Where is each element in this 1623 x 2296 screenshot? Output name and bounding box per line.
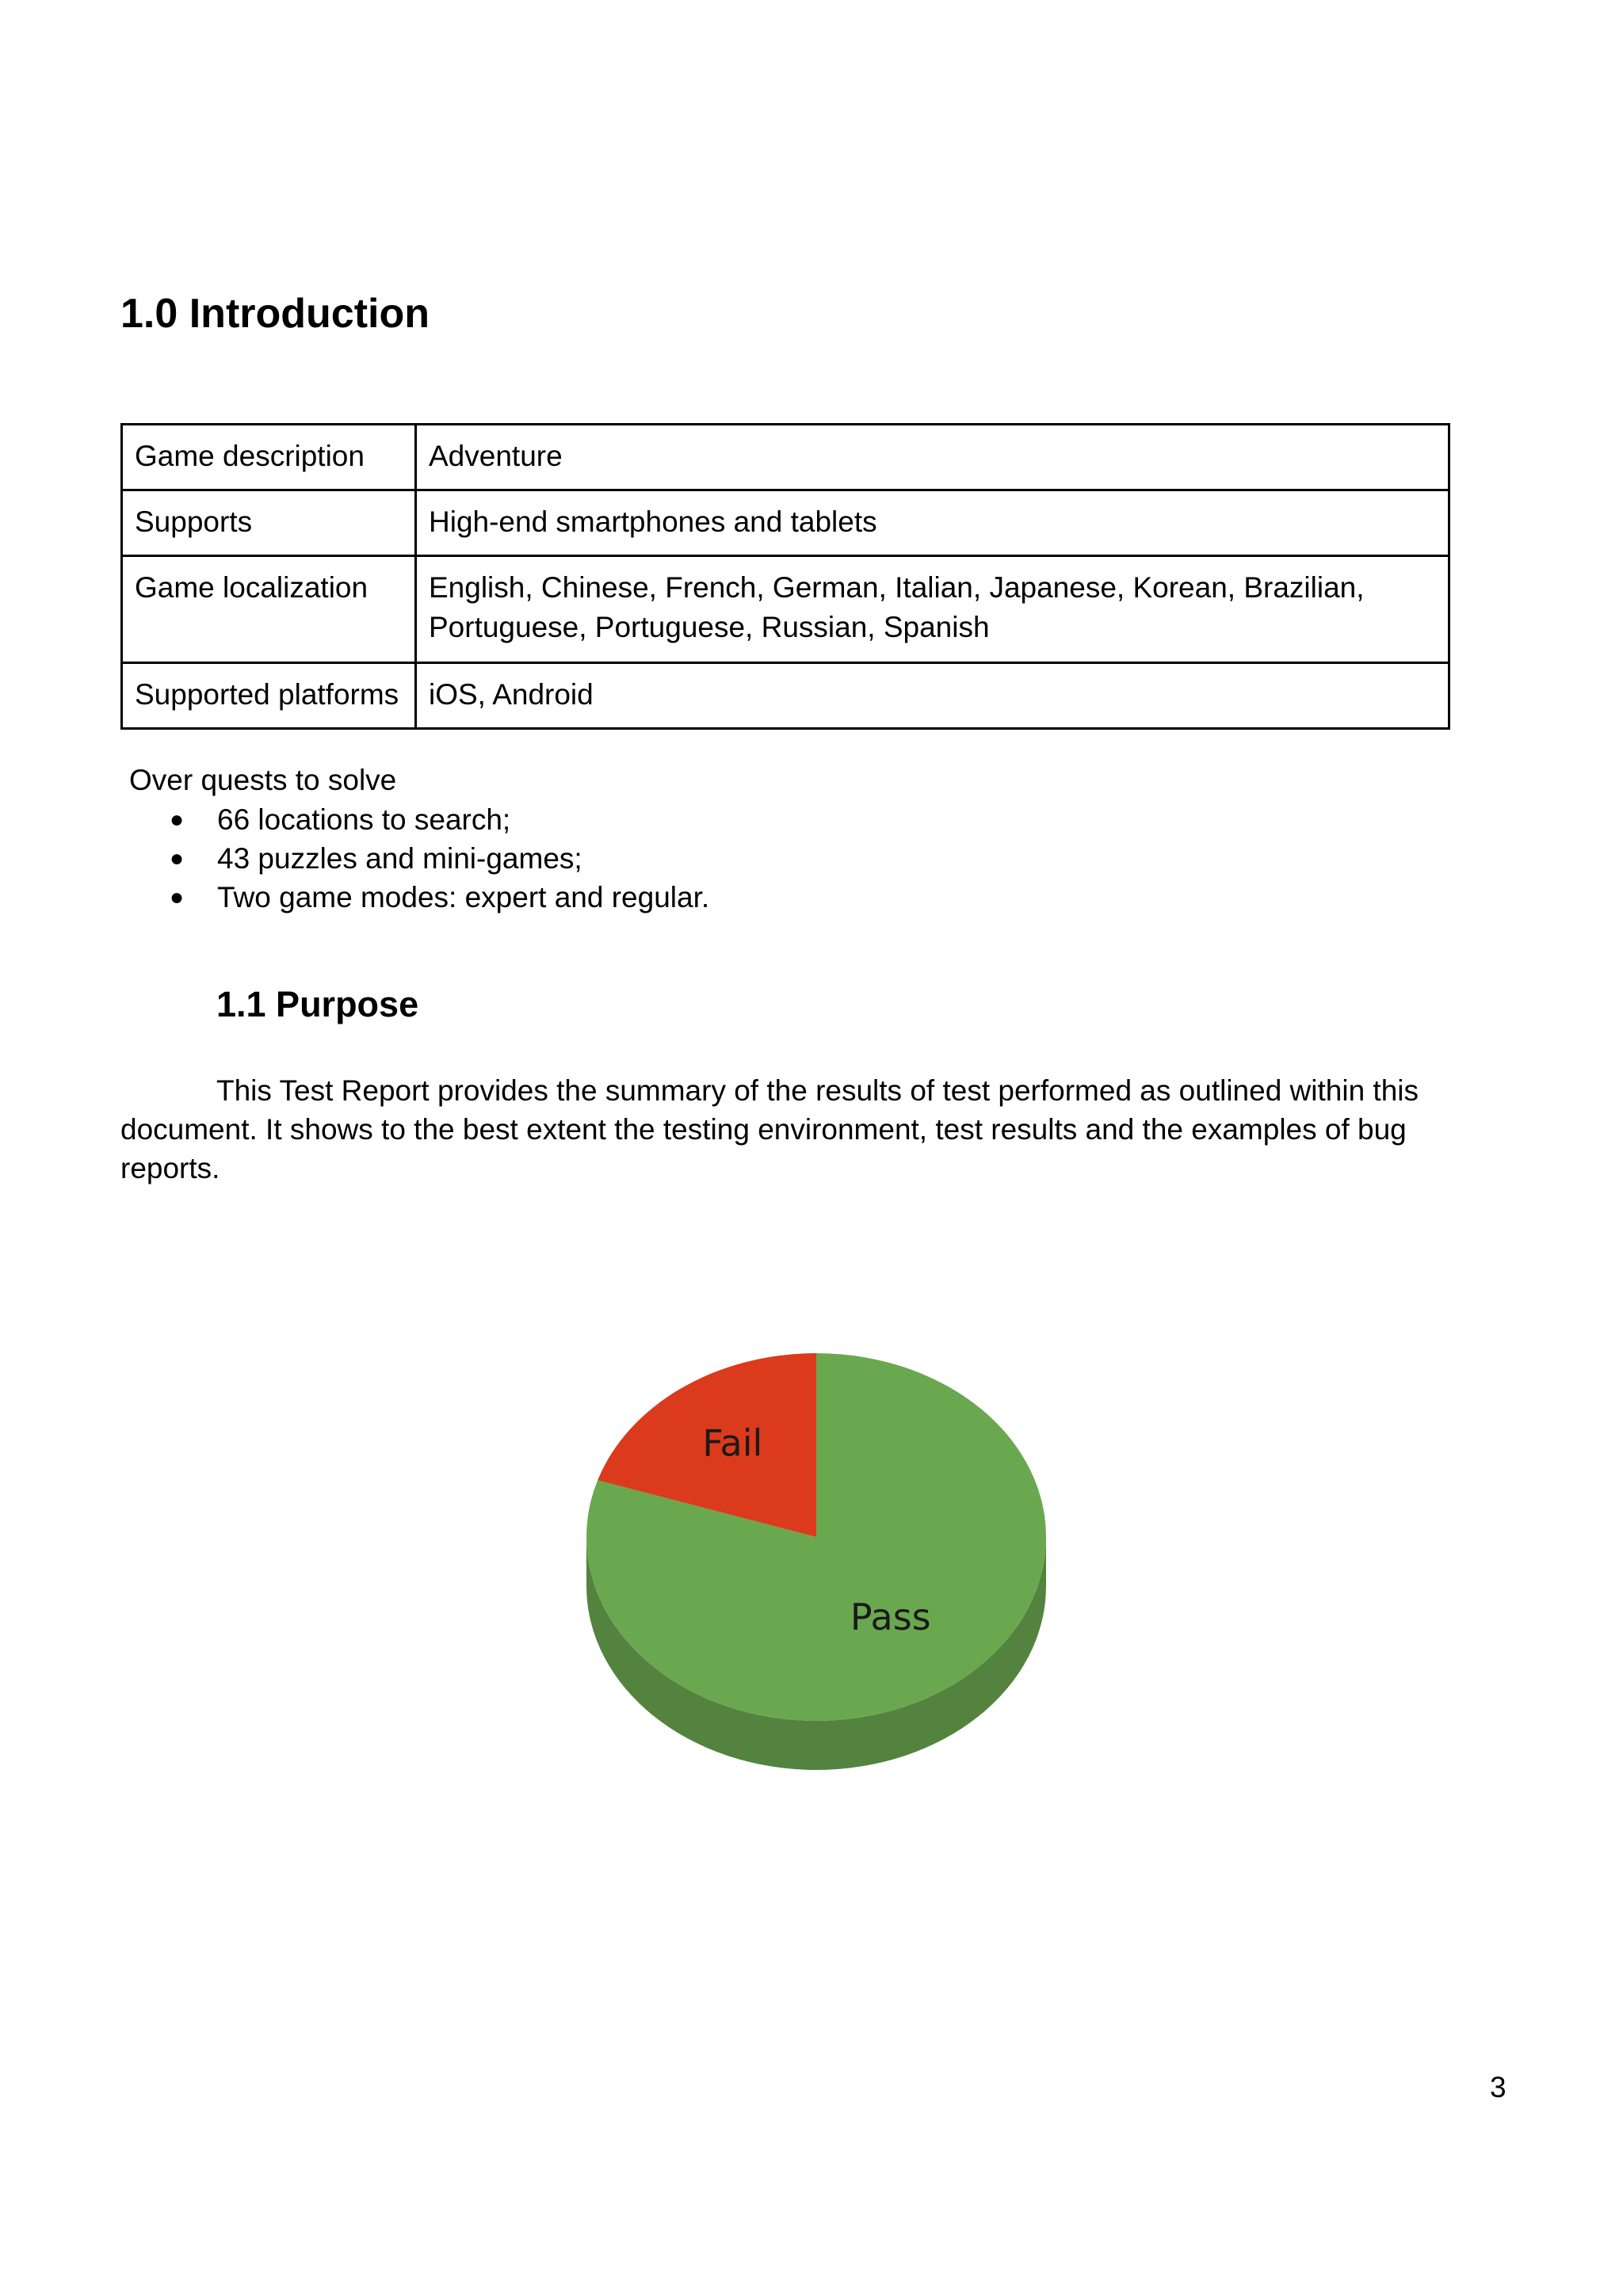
list-item-text: 43 puzzles and mini-games; (217, 842, 582, 875)
list-item-text: 66 locations to search; (217, 803, 511, 836)
purpose-paragraph: This Test Report provides the summary of the results of test performed as outlined within this document. It shows to the best extent the testing environment, test results and the examples of bug reports. (120, 1074, 1419, 1184)
table-row (122, 490, 1449, 556)
bullet-icon: ● (170, 845, 185, 871)
quests-intro: Over quests to solve (129, 764, 397, 796)
table-label: Supported platforms (122, 663, 416, 729)
table-value: Adventure (416, 425, 1449, 490)
table-label: Supports (122, 490, 416, 556)
list-item-text: Two game modes: expert and regular. (217, 881, 710, 913)
game-info-table (120, 423, 1450, 730)
pie-label-pass: Pass (850, 1596, 931, 1639)
subsection-heading: 1.1 Purpose (216, 984, 419, 1024)
table-row (122, 663, 1449, 729)
bullet-icon: ● (170, 884, 185, 910)
table-row (122, 425, 1449, 490)
list-item (165, 878, 709, 917)
pass-fail-pie-chart (555, 1331, 1078, 1791)
list-item (165, 800, 709, 839)
pie-label-fail: Fail (702, 1421, 763, 1465)
page-number: 3 (1490, 2071, 1507, 2103)
table-row (122, 556, 1449, 663)
table-value: English, Chinese, French, German, Italian, Japanese, Korean, Brazilian, Portuguese, Portuguese, Russian, Spanish (416, 556, 1449, 663)
table-value: High-end smartphones and tablets (416, 490, 1449, 556)
table-value: iOS, Android (416, 663, 1449, 729)
table-label: Game description (122, 425, 416, 490)
bullet-icon: ● (170, 807, 185, 833)
section-heading: 1.0 Introduction (120, 291, 430, 337)
list-item (165, 839, 709, 878)
feature-list (165, 800, 709, 917)
table-label: Game localization (122, 556, 416, 663)
